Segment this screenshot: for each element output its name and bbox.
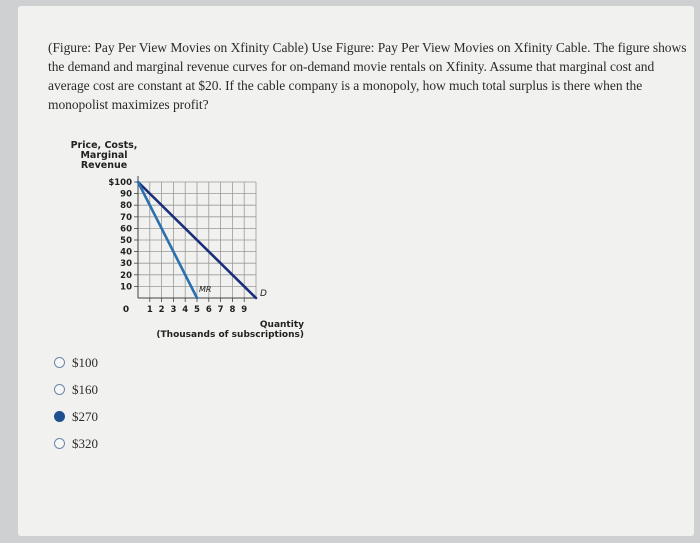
y-axis-label-line: Marginal	[80, 150, 128, 161]
answer-option[interactable]	[54, 403, 98, 430]
x-tick-label: 4	[182, 305, 189, 315]
answer-option[interactable]	[54, 430, 98, 457]
answer-option[interactable]	[54, 349, 98, 376]
answer-option-label: $270	[72, 408, 98, 424]
series-label-mr: MR	[199, 285, 212, 294]
y-tick-label: 80	[120, 201, 132, 212]
y-tick-label: 10	[120, 282, 132, 293]
x-axis-label	[154, 320, 304, 340]
question-text: (Figure: Pay Per View Movies on Xfinity Cable) Use Figure: Pay Per View Movies on Xfinity Cable. The figure shows the demand and marginal revenue curves for on-demand movie rentals on Xfinity. Assume that marginal cost and average cost are constant at $20. If the cable company is a monopoly, how much total surplus is there when the monopolist maximizes profit?	[48, 40, 687, 112]
x-axis-label-line: Quantity	[259, 320, 304, 330]
x-tick-label: 8	[229, 305, 236, 315]
y-tick-label: $100	[108, 178, 132, 188]
y-tick-label: 30	[120, 259, 132, 270]
x-tick-label: 1	[146, 305, 153, 315]
chart	[46, 134, 346, 354]
x-tick-label: 2	[158, 305, 165, 315]
x-tick-label: 7	[217, 305, 224, 315]
answer-option-label: $100	[72, 354, 98, 370]
y-tick-label: 50	[120, 236, 132, 246]
answer-option-label: $160	[72, 381, 98, 397]
x-tick-label: 9	[241, 305, 248, 315]
y-axis-label-line: Price, Costs,	[70, 140, 138, 151]
radio-icon[interactable]	[54, 357, 65, 368]
y-tick-label: 40	[120, 247, 132, 258]
answer-option-label: $320	[72, 435, 98, 451]
origin-label: 0	[122, 305, 130, 315]
answer-options	[54, 349, 98, 457]
question-card	[18, 6, 694, 536]
series-label-d: D	[260, 289, 267, 299]
y-axis-label-line: Revenue	[80, 160, 128, 171]
y-tick-label: 60	[120, 224, 132, 235]
answer-option[interactable]	[54, 376, 98, 403]
y-tick-label: 20	[120, 270, 132, 281]
y-tick-label: 70	[120, 212, 132, 223]
radio-icon[interactable]	[54, 384, 65, 395]
y-tick-label: 90	[120, 189, 132, 200]
radio-selected-icon[interactable]	[54, 411, 65, 422]
x-tick-label: 3	[170, 305, 177, 315]
radio-icon[interactable]	[54, 438, 65, 449]
x-axis-label-line: (Thousands of subscriptions)	[156, 330, 304, 340]
x-tick-label: 5	[194, 305, 200, 315]
x-tick-label: 6	[205, 305, 212, 315]
